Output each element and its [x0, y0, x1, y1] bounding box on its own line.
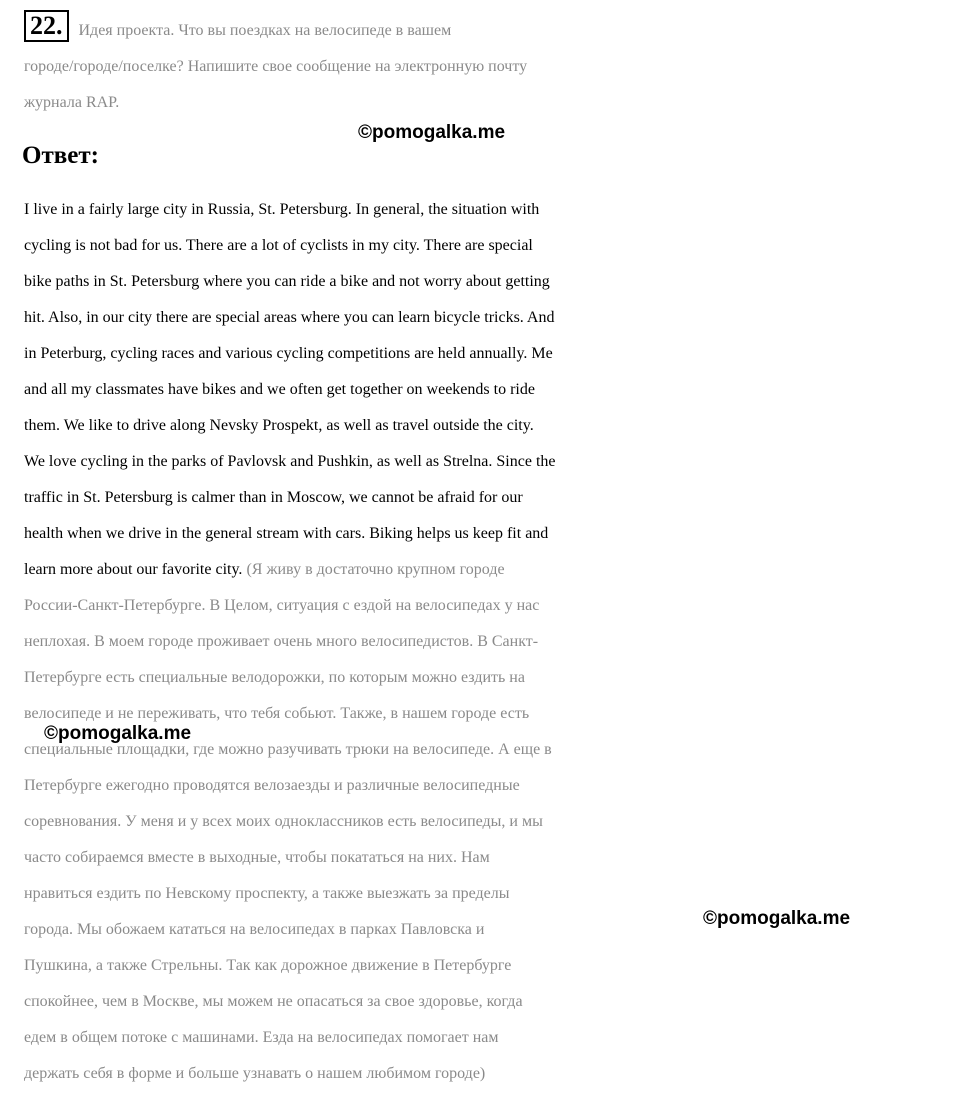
task-statement — [24, 10, 944, 121]
watermark: ©pomogalka.me — [358, 122, 506, 143]
task-text: журнала RAP. — [24, 94, 120, 111]
answer-line: России-Санкт-Петербурге. В Целом, ситуация с ездой на велосипедах у нас — [24, 597, 540, 614]
answer-text — [24, 192, 944, 1092]
task-number-box: 22. — [24, 10, 69, 42]
answer-line: часто собираемся вместе в выходные, чтобы покататься на них. Нам — [24, 849, 490, 866]
answer-line: traffic in St. Petersburg is calmer than in Moscow, we cannot be afraid for our — [24, 489, 523, 506]
answer-line: bike paths in St. Petersburg where you can ride a bike and not worry about getting — [24, 273, 550, 290]
answer-line: Петербурге есть специальные велодорожки, по которым можно ездить на — [24, 669, 525, 686]
answer-label: Ответ: — [22, 142, 99, 169]
answer-line: нравиться ездить по Невскому проспекту, а также выезжать за пределы — [24, 885, 510, 902]
answer-line: I live in a fairly large city in Russia, St. Petersburg. In general, the situation with — [24, 201, 540, 218]
answer-line: cycling is not bad for us. There are a lot of cyclists in my city. There are special — [24, 237, 533, 254]
task-line — [24, 10, 944, 49]
task-text: Идея проекта. Что вы поездках на велосипеде в вашем — [78, 22, 452, 39]
answer-line: We love cycling in the parks of Pavlovsk and Pushkin, as well as Strelna. Since the — [24, 453, 556, 470]
answer-line: learn more about our favorite city. (Я живу в достаточно крупном городе — [24, 561, 505, 578]
answer-line: Пушкина, а также Стрельны. Так как дорожное движение в Петербурге — [24, 957, 512, 974]
answer-line: города. Мы обожаем кататься на велосипедах в парках Павловска и — [24, 921, 485, 938]
answer-line: держать себя в форме и больше узнавать о нашем любимом городе) — [24, 1065, 486, 1082]
watermark: ©pomogalka.me — [44, 723, 192, 744]
answer-line: соревнования. У меня и у всех моих одноклассников есть велосипеды, и мы — [24, 813, 543, 830]
watermark: ©pomogalka.me — [703, 908, 851, 929]
answer-line: Петербурге ежегодно проводятся велозаезды и различные велосипедные — [24, 777, 520, 794]
answer-line: health when we drive in the general stream with cars. Biking helps us keep fit and — [24, 525, 549, 542]
task-text: городе/городе/поселке? Напишите свое сообщение на электронную почту — [24, 58, 528, 75]
answer-line: спокойнее, чем в Москве, мы можем не опасаться за свое здоровье, когда — [24, 993, 523, 1010]
answer-line: in Peterburg, cycling races and various cycling competitions are held annually. Me — [24, 345, 553, 362]
answer-line: them. We like to drive along Nevsky Prospekt, as well as travel outside the city. — [24, 417, 534, 434]
answer-line: едем в общем потоке с машинами. Езда на велосипедах помогает нам — [24, 1029, 499, 1046]
answer-line: неплохая. В моем городе проживает очень много велосипедистов. В Санкт- — [24, 633, 539, 650]
answer-line: hit. Also, in our city there are special areas where you can learn bicycle tricks. And — [24, 309, 555, 326]
answer-line: and all my classmates have bikes and we often get together on weekends to ride — [24, 381, 535, 398]
answer-line: велосипеде и не переживать, что тебя собьют. Также, в нашем городе есть — [24, 705, 530, 722]
answer-line: специальные площадки, где можно разучивать трюки на велосипеде. А еще в — [24, 741, 552, 758]
